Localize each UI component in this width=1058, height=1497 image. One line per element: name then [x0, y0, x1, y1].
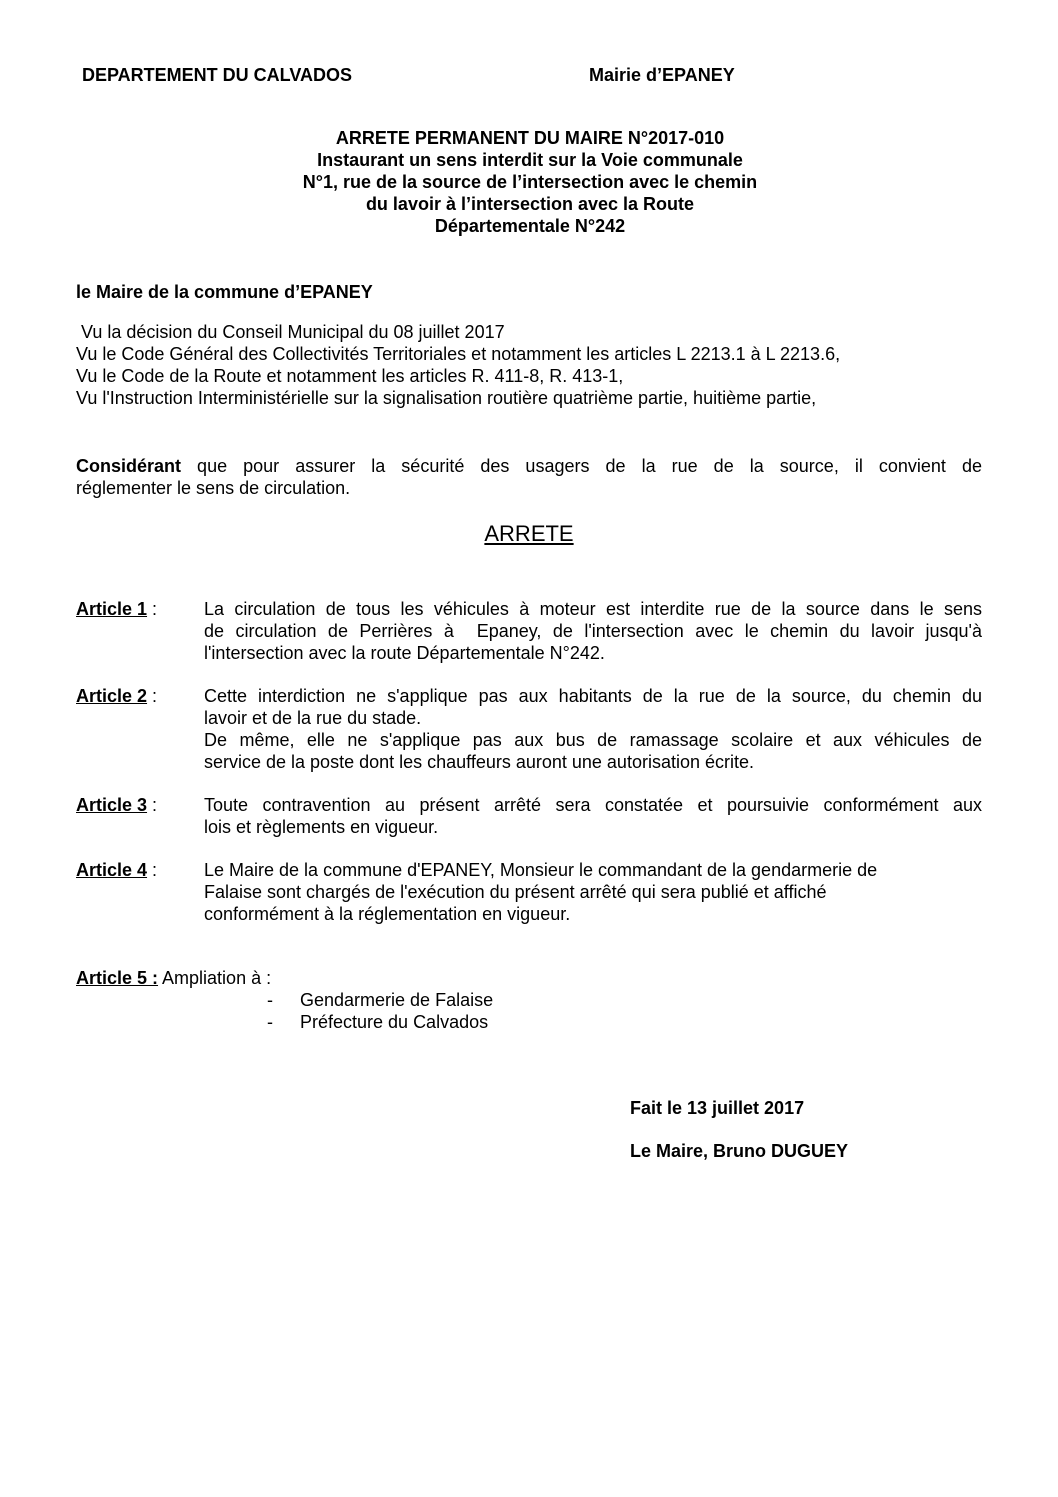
- article-2-title: Article 2: [76, 686, 148, 706]
- ampliation-item-1: Gendarmerie de Falaise: [300, 990, 494, 1010]
- article-2-label: [76, 685, 157, 707]
- considerant-line-1: [76, 455, 982, 477]
- article-1-text: [204, 598, 982, 664]
- decree-title: [180, 127, 880, 237]
- article-4-line-1: Le Maire de la commune d'EPANEY, Monsieur le commandant de la gendarmerie de: [204, 860, 878, 880]
- article-2-line-1: Cette interdiction ne s'applique pas aux habitants de la rue de la source, du chemin du: [204, 686, 982, 706]
- article-4-label: [76, 859, 157, 881]
- article-1-line-3: l'intersection avec la route Départementale N°242.: [204, 643, 605, 663]
- header-department: DEPARTEMENT DU CALVADOS: [82, 65, 352, 85]
- article-2-line-2: lavoir et de la rue du stade.: [204, 708, 422, 728]
- ampliation-dash-1: -: [267, 990, 273, 1010]
- vu-conseil: Vu la décision du Conseil Municipal du 08 juillet 2017: [76, 322, 505, 342]
- header-mairie: Mairie d’EPANEY: [589, 65, 735, 85]
- ampliation-item-2: Préfecture du Calvados: [300, 1012, 489, 1032]
- article-4-line-3: conformément à la réglementation en vigueur.: [204, 904, 571, 924]
- article-2-sep: :: [147, 686, 158, 706]
- title-line-1: ARRETE PERMANENT DU MAIRE N°2017-010: [335, 128, 725, 148]
- article-3-title: Article 3: [76, 795, 148, 815]
- article-3-line-1: Toute contravention au présent arrêté sera constatée et poursuivie conformément aux: [204, 795, 982, 815]
- article-4-sep: :: [147, 860, 158, 880]
- title-line-3: N°1, rue de la source de l’intersection avec le chemin: [302, 172, 758, 192]
- arrete-heading: ARRETE: [484, 521, 574, 546]
- article-4-title: Article 4: [76, 860, 148, 880]
- article-1-line-2: de circulation de Perrières à Epaney, de l'intersection avec le chemin du lavoir jusqu'à: [204, 621, 982, 641]
- article-3-label: [76, 794, 157, 816]
- arrete-heading-wrap: [0, 520, 1058, 548]
- article-1-label: [76, 598, 157, 620]
- article-1-line-1: La circulation de tous les véhicules à moteur est interdite rue de la source dans le sens: [204, 599, 982, 619]
- considerant-line-2: réglementer le sens de circulation.: [76, 478, 351, 498]
- article-2-line-3: De même, elle ne s'applique pas aux bus de ramassage scolaire et aux véhicules de: [204, 730, 982, 750]
- article-4-text: [204, 859, 982, 925]
- article-2-text: [204, 685, 982, 773]
- article-2-line-4: service de la poste dont les chauffeurs auront une autorisation écrite.: [204, 752, 755, 772]
- article-5-label: [76, 967, 271, 989]
- legal-basis: [76, 321, 840, 409]
- article-3-line-2: lois et règlements en vigueur.: [204, 817, 439, 837]
- article-5-title: Article 5 :: [76, 968, 159, 988]
- article-1-sep: :: [147, 599, 158, 619]
- ampliation-dash-2: -: [267, 1012, 273, 1032]
- article-3-text: [204, 794, 982, 838]
- signature-mayor: Le Maire, Bruno DUGUEY: [630, 1141, 849, 1161]
- signature-date: Fait le 13 juillet 2017: [630, 1098, 805, 1118]
- considerant-text: que pour assurer la sécurité des usagers de la rue de la source, il convient de: [181, 456, 982, 476]
- title-line-4: du lavoir à l’intersection avec la Route: [365, 194, 695, 214]
- vu-code-collectivites: Vu le Code Général des Collectivités Territoriales et notamment les articles L 2213.1 à L 2213.6,: [76, 344, 841, 364]
- title-line-5: Départementale N°242: [434, 216, 626, 236]
- vu-instruction: Vu l'Instruction Interministérielle sur la signalisation routière quatrième partie, huitième partie,: [76, 388, 817, 408]
- article-3-sep: :: [147, 795, 158, 815]
- article-5-text: Ampliation à :: [158, 968, 272, 988]
- considerant-label: Considérant: [76, 456, 182, 476]
- title-line-2: Instaurant un sens interdit sur la Voie communale: [317, 150, 743, 170]
- article-4-line-2: Falaise sont chargés de l'exécution du présent arrêté qui sera publié et affiché: [204, 882, 827, 902]
- article-1-title: Article 1: [76, 599, 148, 619]
- considerant-paragraph: [76, 455, 982, 499]
- vu-code-route: Vu le Code de la Route et notamment les articles R. 411-8, R. 413-1,: [76, 366, 624, 386]
- mayor-intro: le Maire de la commune d’EPANEY: [76, 282, 373, 302]
